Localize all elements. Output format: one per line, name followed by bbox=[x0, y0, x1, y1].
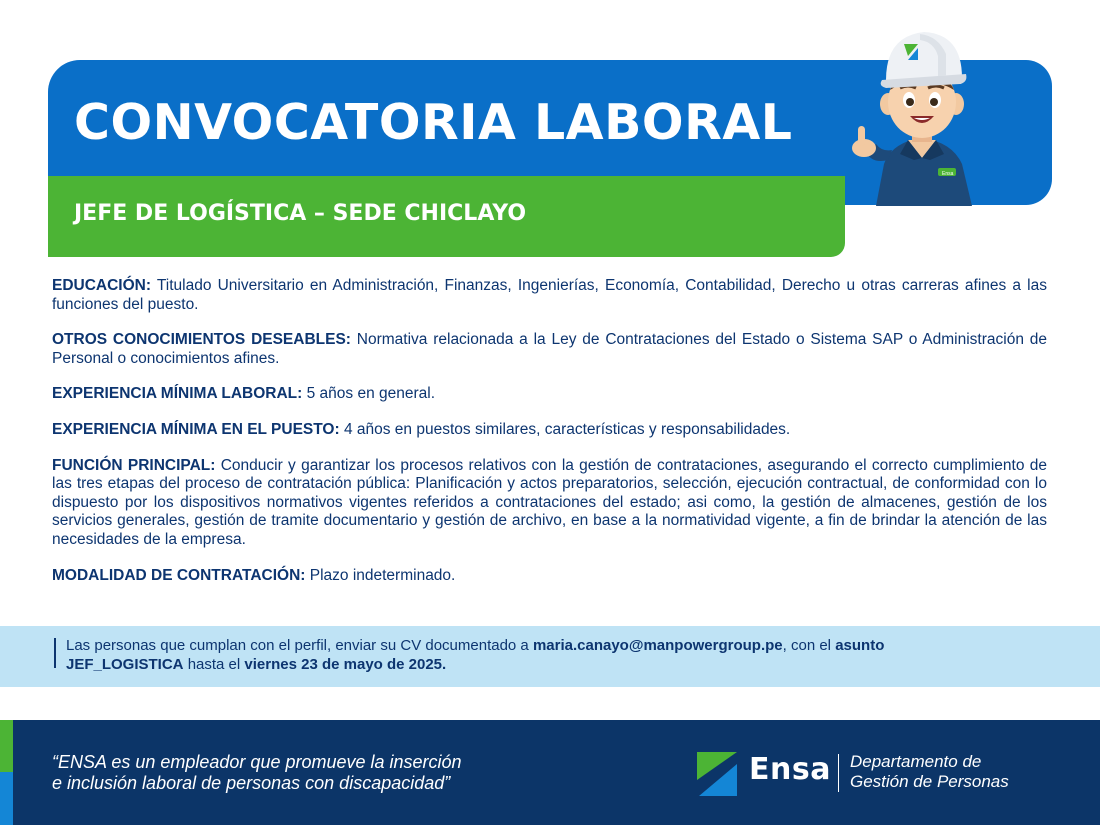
knowledge-section bbox=[52, 331, 1047, 368]
position-experience-section bbox=[52, 421, 1047, 440]
section-text: Conducir y garantizar los procesos relativos con la gestión de contrataciones, asegurando el correcto cumplimiento de las tres etapas del proceso de contratación pública: Planificación y actos preparatorios, selección, ejecución contractual, de conformidad con lo dispuesto por los dispositivos normativos vigentes referidos a contrataciones del estado; asi como, la gestión de almacenes, gestión de los servicios generales, gestión de tramite documentario y gestión de archivo, en base a la normatividad vigente, a fin de brindar la atención de las necesidades de la empresa. bbox=[52, 456, 1047, 548]
department-name bbox=[850, 752, 1090, 792]
page-title: CONVOCATORIA LABORAL bbox=[74, 94, 793, 151]
asunto-label: asunto bbox=[835, 637, 885, 654]
job-title: JEFE DE LOGÍSTICA – SEDE CHICLAYO bbox=[74, 201, 527, 226]
ensa-logo-text: Ensa bbox=[749, 752, 831, 787]
dept-line: Departamento de bbox=[850, 752, 982, 771]
footer-accent-blue bbox=[0, 772, 13, 825]
logo-divider bbox=[838, 754, 839, 792]
ensa-logo-icon bbox=[695, 750, 739, 798]
section-text: 5 años en general. bbox=[302, 385, 436, 403]
inclusion-quote bbox=[52, 752, 612, 794]
asunto-value: JEF_LOGISTICA bbox=[66, 655, 184, 673]
section-text: Plazo indeterminado. bbox=[305, 566, 456, 584]
main-function-section bbox=[52, 457, 1047, 550]
footer-accent-green bbox=[0, 720, 13, 772]
notice-text bbox=[66, 637, 1046, 674]
footer bbox=[0, 720, 1100, 825]
mascot-illustration bbox=[842, 14, 1002, 206]
education-section bbox=[52, 277, 1047, 314]
contact-email-link[interactable]: maria.canayo@manpowergroup.pe bbox=[532, 637, 783, 654]
deadline: viernes 23 de mayo de 2025. bbox=[244, 655, 447, 673]
notice-part: Las personas que cumplan con el perfil, enviar su CV documentado a bbox=[66, 637, 533, 654]
section-label: EDUCACIÓN: bbox=[52, 277, 152, 294]
job-requirements bbox=[52, 277, 1047, 602]
quote-line: e inclusión laboral de personas con discapacidad” bbox=[52, 773, 451, 793]
application-notice bbox=[0, 626, 1100, 687]
section-text: Titulado Universitario en Administración, Finanzas, Ingenierías, Economía, Contabilidad, Derecho u otras carreras afines a las funciones del puesto. bbox=[52, 277, 1047, 313]
section-label: MODALIDAD DE CONTRATACIÓN: bbox=[52, 566, 306, 584]
notice-part: hasta el bbox=[183, 655, 245, 673]
section-label: EXPERIENCIA MÍNIMA LABORAL: bbox=[52, 385, 303, 403]
section-text: Normativa relacionada a la Ley de Contrataciones del Estado o Sistema SAP o Administración de Personal o conocimientos afines. bbox=[52, 331, 1047, 367]
work-experience-section bbox=[52, 385, 1047, 404]
notice-divider bbox=[54, 638, 56, 668]
section-text: 4 años en puestos similares, características y responsabilidades. bbox=[339, 420, 791, 438]
section-label: OTROS CONOCIMIENTOS DESEABLES: bbox=[52, 331, 351, 349]
section-label: FUNCIÓN PRINCIPAL: bbox=[52, 456, 216, 474]
dept-line: Gestión de Personas bbox=[850, 772, 1009, 791]
section-label: EXPERIENCIA MÍNIMA EN EL PUESTO: bbox=[52, 420, 340, 438]
shirt-badge-text: Ensa bbox=[942, 171, 954, 177]
notice-part: , con el bbox=[782, 637, 836, 654]
contract-type-section bbox=[52, 567, 1047, 586]
quote-line: “ENSA es un empleador que promueve la inserción bbox=[52, 752, 462, 772]
